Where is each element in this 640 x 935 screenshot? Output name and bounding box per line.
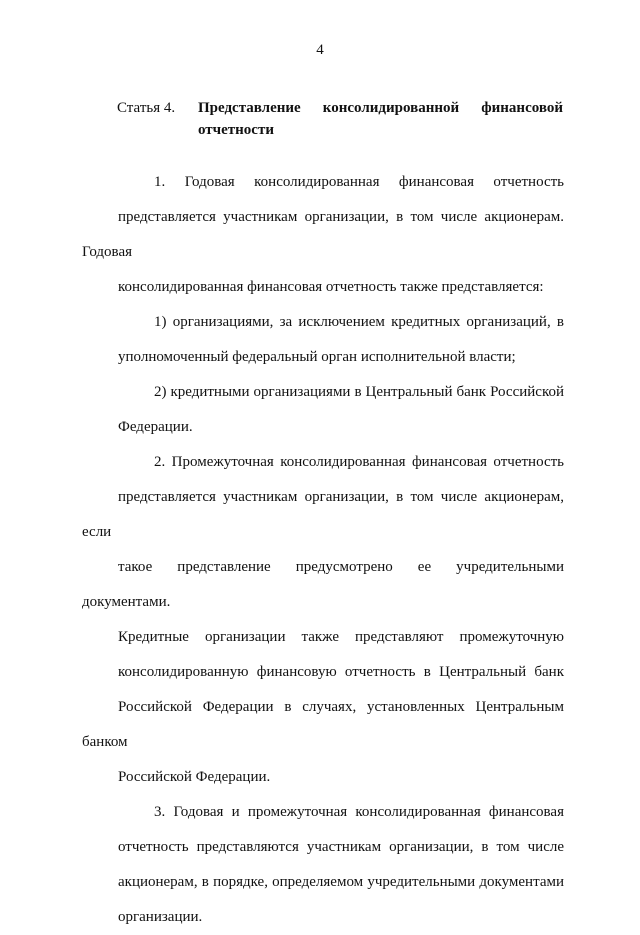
paragraph-line: представляется участникам организации, в том числе акционерам, если bbox=[82, 489, 564, 540]
article-label: Статья 4. bbox=[117, 100, 176, 116]
article-body bbox=[82, 165, 564, 935]
paragraph-line: уполномоченный федеральный орган исполнительной власти; bbox=[118, 349, 516, 365]
paragraph-line: Кредитные организации также представляют промежуточную bbox=[118, 629, 564, 645]
paragraph-line: представляется участникам организации, в том числе акционерам. Годовая bbox=[82, 209, 564, 260]
paragraph-line: 2) кредитными организациями в Центральный банк Российской bbox=[154, 384, 564, 400]
paragraph-line: консолидированную финансовую отчетность в Центральный банк bbox=[118, 664, 564, 680]
paragraph-line: организации. bbox=[118, 909, 203, 925]
paragraph-1-item-1 bbox=[82, 305, 564, 375]
paragraph-line: 1. Годовая консолидированная финансовая отчетность bbox=[154, 174, 564, 190]
paragraph-line: такое представление предусмотрено ее учредительными документами. bbox=[82, 559, 564, 610]
paragraph-line: Российской Федерации в случаях, установленных Центральным банком bbox=[82, 699, 564, 750]
article-title-line: отчетности bbox=[198, 122, 274, 138]
article-title bbox=[198, 97, 563, 141]
paragraph-line: 1) организациями, за исключением кредитных организаций, в bbox=[154, 314, 564, 330]
paragraph-line: акционерам, в порядке, определяемом учредительными документами bbox=[118, 874, 564, 890]
paragraph-line: Российской Федерации. bbox=[118, 769, 271, 785]
paragraph-line: консолидированная финансовая отчетность также представляется: bbox=[118, 279, 544, 295]
paragraph-3 bbox=[82, 795, 564, 935]
paragraph-line: Федерации. bbox=[118, 419, 193, 435]
paragraph-1-item-2 bbox=[82, 375, 564, 445]
paragraph-line: 3. Годовая и промежуточная консолидированная финансовая bbox=[154, 804, 564, 820]
paragraph-line: 2. Промежуточная консолидированная финансовая отчетность bbox=[154, 454, 564, 470]
paragraph-line: отчетность представляются участникам организации, в том числе bbox=[118, 839, 564, 855]
paragraph-1 bbox=[82, 165, 564, 305]
article-title-line: Представление консолидированной финансовой bbox=[198, 100, 563, 116]
page-number: 4 bbox=[316, 42, 324, 58]
paragraph-2 bbox=[82, 445, 564, 795]
